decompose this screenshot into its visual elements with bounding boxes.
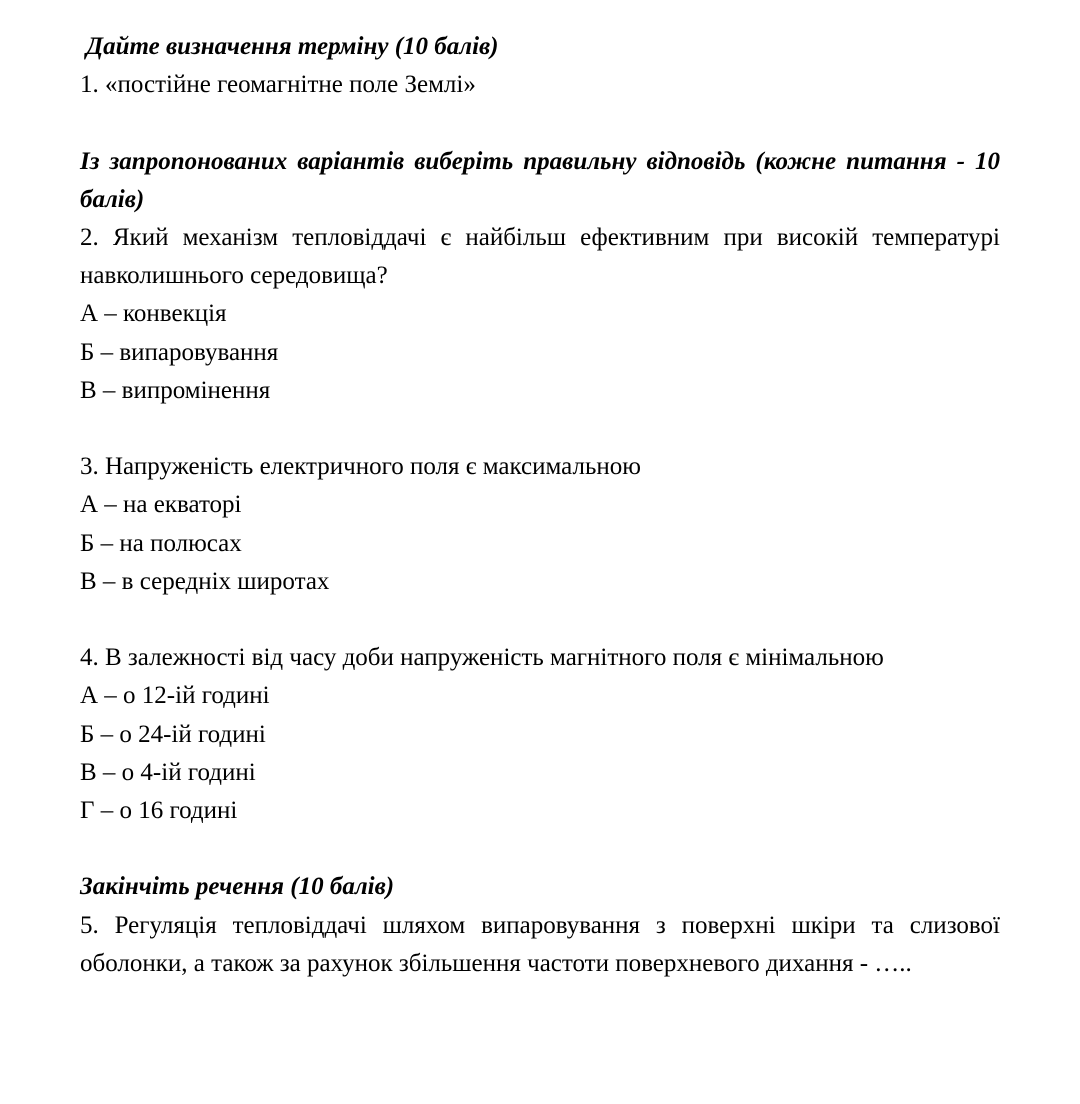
question-3-option-b: Б – на полюсах [80, 529, 242, 557]
question-3: 3. Напруженість електричного поля є максимальною [80, 453, 641, 481]
blank-line [80, 601, 1000, 639]
section-heading-definition: Дайте визначення терміну (10 балів) [86, 33, 499, 60]
question-4: 4. В залежності від часу доби напруженість магнітного поля є мінімальною [80, 644, 884, 672]
question-4-option-d: Г – о 16 годині [80, 797, 238, 825]
question-3-option-c: В – в середніх широтах [80, 567, 330, 595]
blank-line [80, 410, 1000, 448]
question-5: 5. Регуляція тепловіддачі шляхом випаровування з поверхні шкіри та слизової оболонки, а також за рахунок збільшення частоти поверхневого дихання - ….. [80, 911, 1000, 977]
question-2-option-a: А – конвекція [80, 300, 227, 328]
question-4-option-a: А – о 12-ій годині [80, 682, 270, 710]
question-2-option-c: В – випромінення [80, 376, 271, 404]
question-4-option-b: Б – о 24-ій годині [80, 720, 266, 748]
question-3-option-a: А – на екваторі [80, 491, 242, 519]
question-2: 2. Який механізм тепловіддачі є найбільш ефективним при високій температурі навколишнього середовища? [80, 224, 1000, 290]
section-heading-complete-sentence: Закінчіть речення (10 балів) [80, 873, 395, 901]
section-heading-multiple-choice: Із запропонованих варіантів виберіть правильну відповідь (кожне питання - 10 балів) [80, 147, 1000, 213]
question-2-option-b: Б – випаровування [80, 338, 279, 366]
blank-line [80, 104, 1000, 142]
document-page [80, 28, 1000, 983]
question-4-option-c: В – о 4-ій годині [80, 758, 256, 786]
question-1: 1. «постійне геомагнітне поле Землі» [80, 71, 476, 99]
blank-line [80, 830, 1000, 868]
